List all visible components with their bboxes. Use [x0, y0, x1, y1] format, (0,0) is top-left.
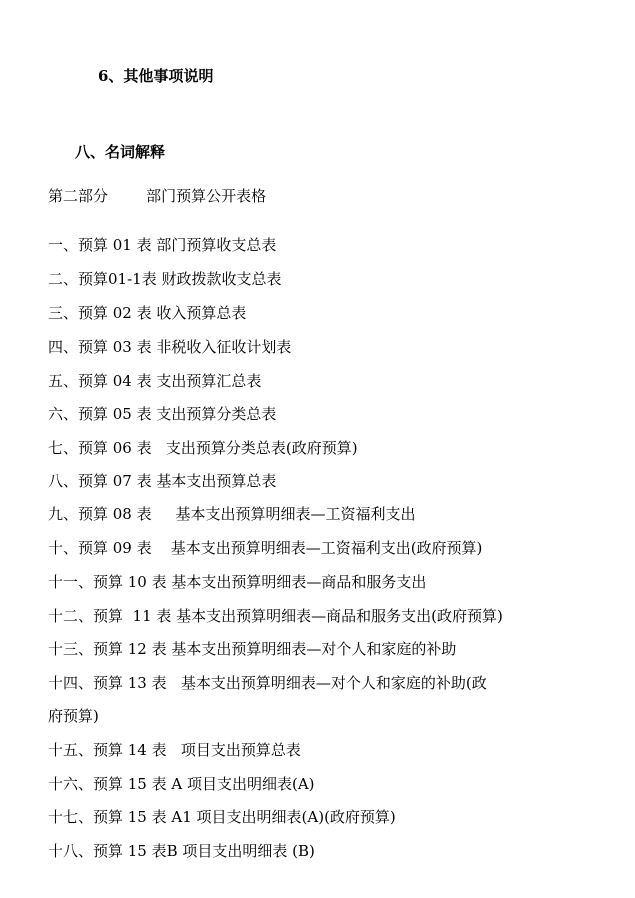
part-two-title: 第二部分 部门预算公开表格 — [48, 187, 267, 205]
list-item: 十、预算 09 表 基本支出预算明细表—工资福利支出(政府预算) — [48, 539, 483, 557]
list-item: 八、预算 07 表 基本支出预算总表 — [48, 472, 277, 490]
list-item: 六、预算 05 表 支出预算分类总表 — [48, 405, 277, 423]
list-item: 七、预算 06 表 支出预算分类总表(政府预算) — [48, 439, 358, 457]
list-item: 四、预算 03 表 非税收入征收计划表 — [48, 338, 292, 356]
list-item: 十六、预算 15 表 A 项目支出明细表(A) — [48, 775, 315, 793]
list-item: 十八、预算 15 表B 项目支出明细表 (B) — [48, 842, 315, 860]
list-item-continuation: 府预算) — [48, 707, 99, 725]
list-item: 十五、预算 14 表 项目支出预算总表 — [48, 741, 301, 759]
list-item: 九、预算 08 表 基本支出预算明细表—工资福利支出 — [48, 505, 416, 523]
list-item: 二、预算01-1表 财政拨款收支总表 — [48, 270, 282, 288]
list-item: 五、预算 04 表 支出预算汇总表 — [48, 372, 262, 390]
list-item: 十二、预算 11 表 基本支出预算明细表—商品和服务支出(政府预算) — [48, 607, 503, 625]
list-item: 十三、预算 12 表 基本支出预算明细表—对个人和家庭的补助 — [48, 640, 457, 658]
list-item: 十一、预算 10 表 基本支出预算明细表—商品和服务支出 — [48, 573, 427, 591]
list-item: 三、预算 02 表 收入预算总表 — [48, 304, 247, 322]
list-item: 十七、预算 15 表 A1 项目支出明细表(A)(政府预算) — [48, 808, 396, 826]
list-item: 十四、预算 13 表 基本支出预算明细表—对个人和家庭的补助(政 — [48, 674, 487, 692]
heading-glossary: 八、名词解释 — [75, 143, 166, 161]
list-item: 一、预算 01 表 部门预算收支总表 — [48, 236, 277, 254]
heading-other-matters: 6、其他事项说明 — [98, 67, 214, 85]
